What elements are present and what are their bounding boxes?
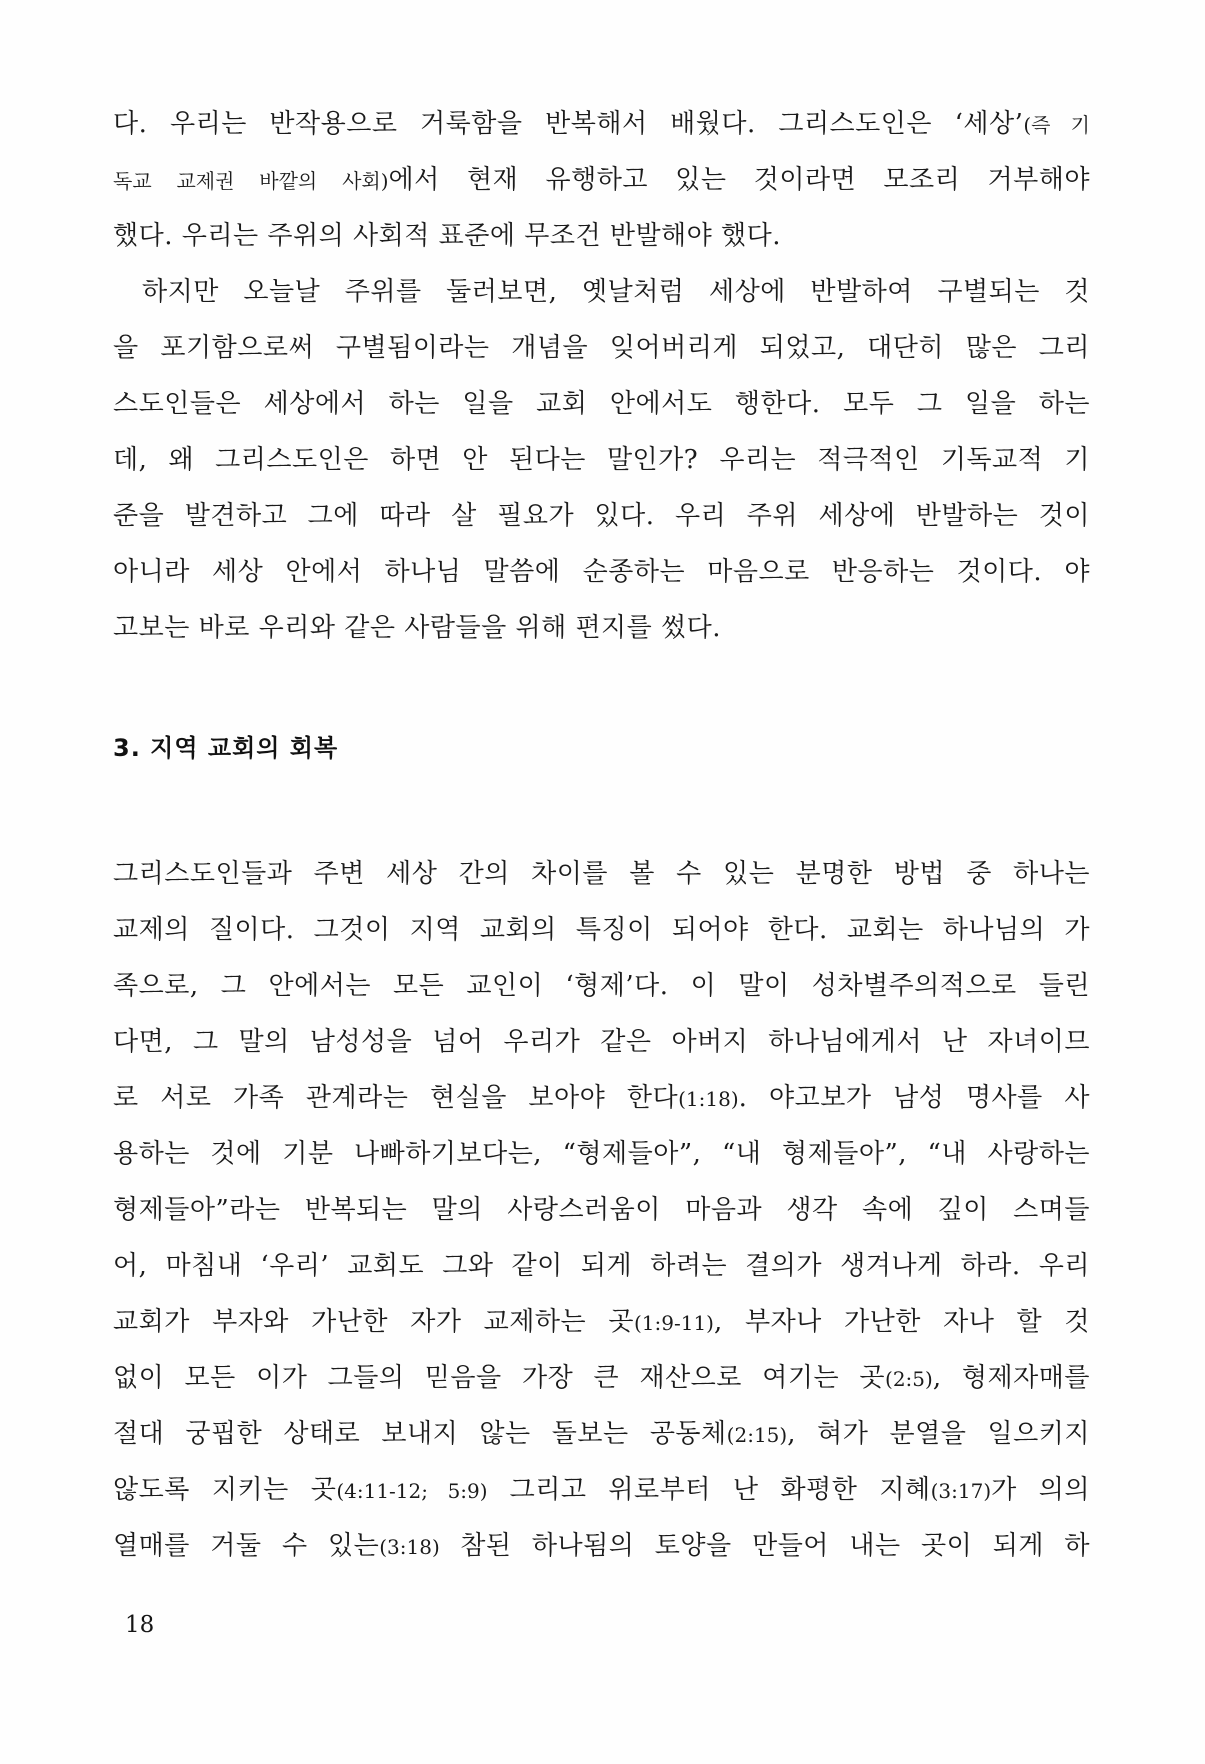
text-line: 그리스도인들과 주변 세상 간의 차이를 볼 수 있는 분명한 방법 중 하나는 [113, 859, 1090, 889]
text-line: 족으로, 그 안에서는 모든 교인이 ‘형제’다. 이 말이 성차별주의적으로 들린 [113, 971, 1090, 1001]
text-line: 데, 왜 그리스도인은 하면 안 된다는 말인가? 우리는 적극적인 기독교적 기 [113, 445, 1090, 475]
text-line: 열매를 거둘 수 있는(3:18) 참된 하나됨의 토양을 만들어 내는 곳이 되게 하 [113, 1531, 1090, 1561]
text-line: 아니라 세상 안에서 하나님 말씀에 순종하는 마음으로 반응하는 것이다. 야 [113, 557, 1090, 587]
scripture-reference: (4:11-12; 5:9) [336, 1479, 488, 1503]
section-heading: 3. 지역 교회의 회복 [113, 734, 339, 762]
text-line: 교회가 부자와 가난한 자가 교제하는 곳(1:9-11), 부자나 가난한 자나 할 것 [113, 1307, 1090, 1337]
scripture-reference: (1:18) [678, 1087, 739, 1111]
text-line: 했다. 우리는 주위의 사회적 표준에 무조건 반발해야 했다. [113, 221, 782, 251]
continuation-paragraphs [113, 96, 1090, 656]
text-line: 다면, 그 말의 남성성을 넘어 우리가 같은 아버지 하나님에게서 난 자녀이므 [113, 1027, 1090, 1057]
parenthetical-open: (즉 기 [1023, 113, 1090, 137]
scripture-reference: (3:17) [930, 1479, 992, 1503]
text-line: 하지만 오늘날 주위를 둘러보면, 옛날처럼 세상에 반발하여 구별되는 것 [142, 277, 1090, 307]
text-line: 스도인들은 세상에서 하는 일을 교회 안에서도 행한다. 모두 그 일을 하는 [113, 389, 1090, 419]
text-line: 고보는 바로 우리와 같은 사람들을 위해 편지를 썼다. [113, 613, 722, 643]
text-line: 용하는 것에 기분 나빠하기보다는, “형제들아”, “내 형제들아”, “내 사랑하는 [113, 1139, 1090, 1169]
paragraph [113, 264, 1090, 656]
text-line: 로 서로 가족 관계라는 현실을 보아야 한다(1:18). 야고보가 남성 명사를 사 [113, 1083, 1090, 1113]
text-line: 교제의 질이다. 그것이 지역 교회의 특징이 되어야 한다. 교회는 하나님의 가 [113, 915, 1090, 945]
scripture-reference: (2:5) [885, 1367, 933, 1391]
text-line: 준을 발견하고 그에 따라 살 필요가 있다. 우리 주위 세상에 반발하는 것이 [113, 501, 1090, 531]
parenthetical-close: 독교 교제권 바깥의 사회) [113, 169, 389, 193]
text-line: 형제들아”라는 반복되는 말의 사랑스러움이 마음과 생각 속에 깊이 스며들 [113, 1195, 1090, 1225]
text-line: 절대 궁핍한 상태로 보내지 않는 돌보는 공동체(2:15), 혀가 분열을 일으키지 [113, 1419, 1090, 1449]
paragraph [113, 96, 1090, 264]
paragraph [113, 846, 1090, 1574]
text-line: 어, 마침내 ‘우리’ 교회도 그와 같이 되게 하려는 결의가 생겨나게 하라. 우리 [113, 1251, 1090, 1281]
text-line: 않도록 지키는 곳(4:11-12; 5:9) 그리고 위로부터 난 화평한 지혜(3:17)가 의의 [113, 1475, 1090, 1505]
scripture-reference: (2:15) [726, 1423, 788, 1447]
page-number: 18 [125, 1612, 155, 1638]
scripture-reference: (3:18) [379, 1535, 440, 1559]
text-line: 다. 우리는 반작용으로 거룩함을 반복해서 배웠다. 그리스도인은 ‘세상’(즉 기 [113, 109, 1090, 139]
scripture-reference: (1:9-11) [633, 1311, 714, 1335]
text-line: 을 포기함으로써 구별됨이라는 개념을 잊어버리게 되었고, 대단히 많은 그리 [113, 333, 1090, 363]
text-line: 없이 모든 이가 그들의 믿음을 가장 큰 재산으로 여기는 곳(2:5), 형제자매를 [113, 1363, 1090, 1393]
text-line: 독교 교제권 바깥의 사회)에서 현재 유행하고 있는 것이라면 모조리 거부해야 [113, 165, 1090, 195]
section-paragraphs [113, 846, 1090, 1574]
